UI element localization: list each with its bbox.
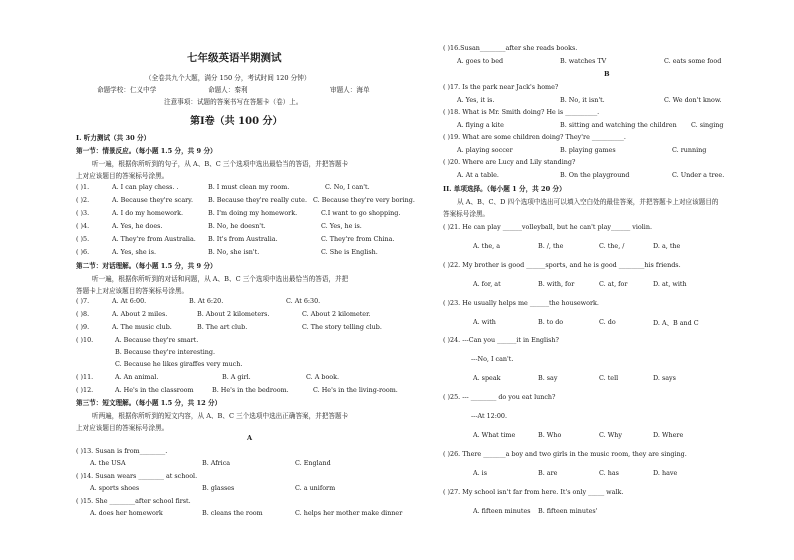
option-d: D. a, the — [653, 242, 681, 250]
option-b: B. sitting and watching the children — [560, 121, 677, 129]
option-c: C. eats some food — [664, 57, 722, 65]
option-b: B. with, for — [538, 280, 575, 288]
instruction-text: 听一遍，根据你所听到的对话和问题，从 A、B、C 三个选项中选出最恰当的答语，并把 — [92, 275, 349, 283]
option-b: B. On the playground — [560, 171, 630, 179]
option-c: C. at, for — [599, 280, 628, 288]
question-text: ( )27. My school isn't far from here. It's only _____ walk. — [443, 488, 624, 496]
subsection-heading: 第三节：短文理解。（每小题 1.5 分，共 12 分） — [76, 399, 222, 407]
instruction-text: 答题卡上对应该题目的答案标号涂黑。 — [76, 287, 189, 295]
question-list — [76, 297, 416, 397]
option-a: A. They're from Australia. — [112, 235, 196, 243]
option-a: A. is — [473, 469, 488, 477]
option-b: B. say — [538, 374, 558, 382]
option-a: A. Because they're smart. — [115, 336, 199, 344]
option-c: C. We don't know. — [664, 96, 722, 104]
option-b: B. are — [538, 469, 558, 477]
question-list — [76, 183, 416, 263]
option-d: D. Where — [653, 431, 684, 439]
option-c: C. About 2 kilometer. — [302, 310, 371, 318]
question-list — [76, 447, 416, 522]
option-b: B. Because they're interesting. — [115, 348, 216, 356]
option-c: C. At 6:30. — [286, 297, 321, 305]
option-a: A. The music club. — [112, 323, 172, 331]
option-b: B. /, the — [538, 242, 564, 250]
option-b: B. I must clean my room. — [208, 183, 290, 191]
option-b: B. A girl. — [222, 373, 251, 381]
option-a: A. Yes, it is. — [457, 96, 495, 104]
option-d: D. A、B and C — [653, 319, 699, 327]
option-a: A. sports shoes — [90, 484, 140, 492]
option-c: C. singing — [691, 121, 724, 129]
question-text: ( )25. --- ________ do you eat lunch? — [443, 393, 556, 401]
option-c: C. Why — [599, 431, 623, 439]
volume-title: 第Ⅰ卷（共 100 分） — [190, 116, 283, 127]
answer-blank[interactable]: ( )4. — [76, 222, 90, 230]
question-text: ( )13. Susan is from________. — [76, 447, 168, 455]
option-c: C. a uniform — [295, 484, 336, 492]
option-a: A. playing soccer — [457, 146, 513, 154]
answer-blank[interactable]: ( )3. — [76, 209, 90, 217]
option-b: B. About 2 kilometers. — [197, 310, 270, 318]
question-text: ( )15. She ________after school first. — [76, 497, 191, 505]
question-text: ( )21. He can play ______volleyball, but he can't play______ violin. — [443, 223, 652, 231]
question-text: ( )23. He usually helps me ______the housework. — [443, 299, 599, 307]
option-a: A. Yes, he does. — [112, 222, 163, 230]
option-c: C.I want to go shopping. — [321, 209, 401, 217]
option-c: C. The story telling club. — [302, 323, 382, 331]
option-c: C. do — [599, 318, 616, 326]
option-c: C. Under a tree. — [672, 171, 725, 179]
option-b: B. Because they're really cute. — [208, 196, 307, 204]
answer-blank[interactable]: ( )11. — [76, 373, 94, 381]
part-label: A — [247, 434, 253, 442]
option-c: C. They're from China. — [321, 235, 395, 243]
option-b: B. He's in the bedroom. — [212, 386, 289, 394]
option-a: A. I do my homework. — [112, 209, 183, 217]
option-a: A. At a table. — [457, 171, 499, 179]
answer-blank[interactable]: ( )5. — [76, 235, 90, 243]
option-c: C. helps her mother make dinner — [295, 509, 403, 517]
option-a: A. Because they're scary. — [112, 196, 193, 204]
instruction-text: 听一遍，根据你所听到的句子，从 A、B、C 三个选项中选出最恰当的答语，并把答题卡 — [92, 160, 349, 168]
section-heading: II. 单项选择。（每小题 1 分，共 20 分） — [443, 185, 566, 193]
reply-text: ---At 12:00. — [471, 412, 508, 420]
option-c: C. running — [672, 146, 707, 154]
option-a: A. does her homework — [90, 509, 163, 517]
option-c: C. No, I can't. — [325, 183, 370, 191]
subsection-heading: 第一节：情景反应。（每小题 1.5 分，共 9 分） — [76, 147, 217, 155]
option-b: B. No, it isn't. — [560, 96, 605, 104]
option-c: C. the, / — [599, 242, 625, 250]
option-b: B. The art club. — [197, 323, 248, 331]
option-c: C. tell — [599, 374, 619, 382]
question-text: ( )18. What is Mr. Smith doing? He is __________. — [443, 108, 600, 116]
question-text: ( )22. My brother is good ______sports, and he is good ________his friends. — [443, 261, 681, 269]
option-a: A. goes to bed — [457, 57, 504, 65]
option-c: C. Because he likes giraffes very much. — [115, 360, 243, 368]
question-text: ( )16.Susan________after she reads books. — [443, 44, 578, 52]
question-text: ( )17. Is the park near Jack's home? — [443, 83, 559, 91]
option-b: B. fifteen minutes' — [538, 507, 598, 515]
option-d: D. have — [653, 469, 678, 477]
option-a: A. At 6:00. — [112, 297, 147, 305]
question-list — [443, 223, 783, 523]
option-b: B. Who — [538, 431, 562, 439]
exam-author: 命题人：秦利 — [208, 86, 248, 94]
instruction-text: 上对应该题目的答案标号涂黑。 — [76, 172, 169, 180]
option-c: C. has — [599, 469, 619, 477]
option-a: A. the USA — [90, 459, 126, 467]
part-label: B — [604, 70, 610, 78]
option-a: A. fifteen minutes — [473, 507, 531, 515]
question-text: ( )19. What are some children doing? They're __________. — [443, 133, 626, 141]
option-b: B. playing games — [560, 146, 616, 154]
option-b: B. cleans the room — [202, 509, 263, 517]
option-c: C. A book. — [306, 373, 340, 381]
option-b: B. Africa — [202, 459, 231, 467]
option-a: A. He's in the classroom — [115, 386, 194, 394]
question-text: ( )24. ---Can you ______it in English? — [443, 336, 559, 344]
section-heading: I. 听力测试（共 30 分） — [76, 134, 151, 142]
option-d: D. says — [653, 374, 676, 382]
subsection-heading: 第二节：对话理解。（每小题 1.5 分，共 9 分） — [76, 262, 217, 270]
instruction-text: 上对应该题目的答案标号涂黑。 — [76, 424, 169, 432]
option-a: A. Yes, she is. — [112, 248, 157, 256]
option-a: A. flying a kite — [457, 121, 504, 129]
option-b: B. watches TV — [560, 57, 607, 65]
option-c: C. She is English. — [321, 248, 378, 256]
option-b: B. glasses — [202, 484, 235, 492]
reply-text: ---No, I can't. — [471, 355, 514, 363]
option-a: A. I can play chess. . — [112, 183, 179, 191]
answer-blank[interactable]: ( )12. — [76, 386, 94, 394]
instruction-text: 听两遍，根据你所听到的短文内容，从 A、B、C 三个选项中选出正确答案，并把答题卡 — [92, 412, 349, 420]
option-a: A. An animal. — [115, 373, 159, 381]
question-text: ( )26. There _______a boy and two girls in the music room, they are singing. — [443, 450, 687, 458]
option-c: C. He's in the living-room. — [313, 386, 398, 394]
option-b: B. It's from Australia. — [208, 235, 278, 243]
question-text: ( )20. Where are Lucy and Lily standing? — [443, 158, 576, 166]
answer-blank[interactable]: ( )6. — [76, 248, 90, 256]
answer-blank[interactable]: ( )7. — [76, 297, 90, 305]
option-c: C. Yes, he is. — [321, 222, 362, 230]
option-b: B. No, she isn't. — [208, 248, 260, 256]
exam-notice: 注意事项：试题的答案书写在答题卡（卷）上。 — [164, 98, 303, 106]
instruction-text: 从 A、B、C、D 四个选项中选出可以填入空白处的最佳答案，并把答题卡上对应该题目的 — [457, 198, 719, 206]
option-d: D. at, with — [653, 280, 687, 288]
answer-blank[interactable]: ( )10. — [76, 336, 94, 344]
option-a: A. About 2 miles. — [112, 310, 168, 318]
answer-blank[interactable]: ( )9. — [76, 323, 90, 331]
option-c: C. England — [295, 459, 331, 467]
answer-blank[interactable]: ( )1. — [76, 183, 90, 191]
option-b: B. I'm doing my homework. — [208, 209, 298, 217]
question-text: ( )14. Susan wears ________ at school. — [76, 472, 198, 480]
option-a: A. for, at — [473, 280, 501, 288]
answer-blank[interactable]: ( )2. — [76, 196, 90, 204]
option-b: B. At 6:20. — [189, 297, 224, 305]
option-a: A. the, a — [473, 242, 501, 250]
exam-subtitle: （全卷共九个大题，满分 150 分，考试时间 120 分钟） — [145, 74, 311, 82]
option-a: A. speak — [473, 374, 501, 382]
option-c: C. Because they're very boring. — [313, 196, 415, 204]
exam-reviewer: 审题人：海单 — [330, 86, 370, 94]
question-list — [443, 83, 773, 183]
exam-school: 命题学校：仁义中学 — [97, 86, 157, 94]
exam-title: 七年级英语半期测试 — [187, 52, 282, 64]
instruction-text: 答案标号涂黑。 — [443, 210, 490, 218]
option-a: A. What time — [473, 431, 516, 439]
option-b: B. No, he doesn't. — [208, 222, 266, 230]
option-b: B. to do — [538, 318, 564, 326]
answer-blank[interactable]: ( )8. — [76, 310, 90, 318]
option-a: A. with — [473, 318, 496, 326]
